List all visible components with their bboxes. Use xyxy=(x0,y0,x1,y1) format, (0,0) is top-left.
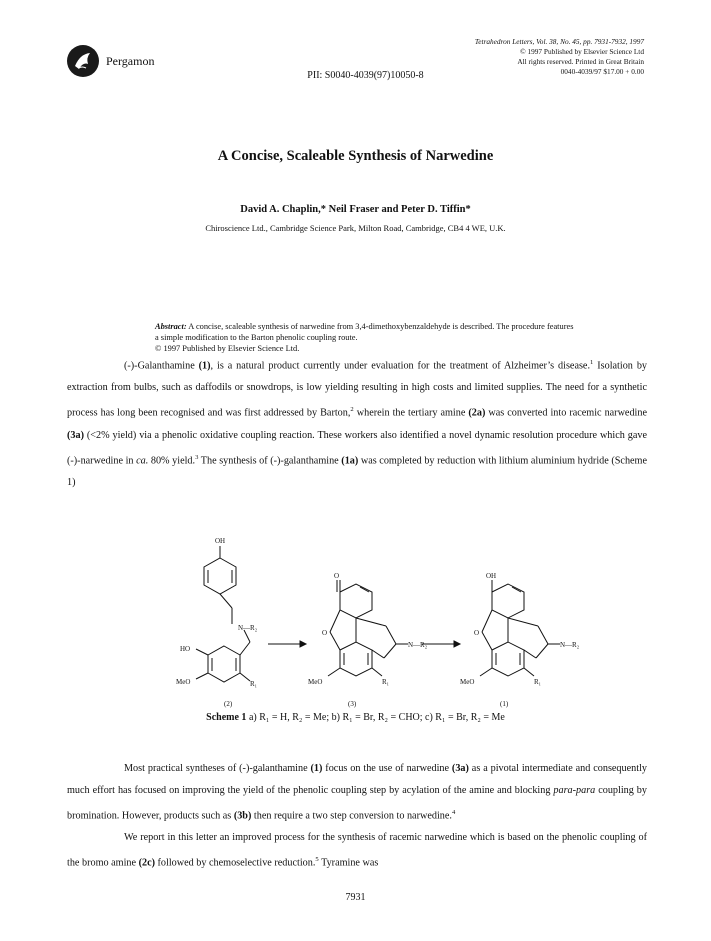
label-compound-3: (3) xyxy=(348,700,357,708)
label-o-ether-c: O xyxy=(474,629,480,637)
publisher-name: Pergamon xyxy=(106,54,155,68)
journal-copyright: © 1997 Published by Elsevier Science Ltd xyxy=(520,47,644,56)
label-r1-c: R₁ xyxy=(534,678,542,686)
journal-rights: All rights reserved. Printed in Great Britain xyxy=(517,57,644,66)
abstract-body xyxy=(155,321,575,343)
pii: PII: S0040-4039(97)10050-8 xyxy=(307,70,424,81)
label-oh: OH xyxy=(486,572,497,580)
scheme-caption-label: Scheme 1 xyxy=(206,712,247,723)
page-number: 7931 xyxy=(345,892,366,903)
abstract xyxy=(155,321,575,354)
body-paragraph-3: We report in this letter an improved process for the synthesis of racemic narwedine which is based on the phenolic coupling of the bromo amine (2c) followed by chemoselective reduction.$^5$ Tyramine was xyxy=(67,832,647,869)
body-paragraphs-2-3 xyxy=(67,758,647,875)
journal-issn: 0040-4039/97 $17.00 + 0.00 xyxy=(560,67,644,76)
label-o-ether-b: O xyxy=(322,629,328,637)
body-paragraph-1: (-)-Galanthamine (1), is a natural product currently under evaluation for the treatment of Alzheimer’s disease.$^1$ Isolation by extraction from bulbs, such as daffodils or snowdrops, is low yielding resulting in high costs and limited supplies. The need for a synthetic process has long been recognised and was first addressed by Barton,$^2$ wherein the tertiary amine (2a) was converted into racemic narwedine (3a) (<2% yield) via a phenolic oxidative coupling reaction. These workers also identified a novel dynamic resolution procedure which gave (-)-narwedine in ca. 80% yield.$^3$ The synthesis of (-)-galanthamine (1a) was completed by reduction with lithium aluminium hydride (Scheme 1) xyxy=(67,359,648,489)
label-n-r2-a: N—R₂ xyxy=(238,624,258,632)
label-r1-b: R₁ xyxy=(382,678,390,686)
abstract-copyright: © 1997 Published by Elsevier Science Ltd. xyxy=(155,344,300,353)
body-paragraph-2: Most practical syntheses of (-)-galanthamine (1) focus on the use of narwedine (3a) as a pivotal intermediate and consequently much effort has focused on improving the yield of the phenolic coupling step by acylation of the amine and blocking para-para coupling by bromination. However, products such as (3b) then require a two step conversion to narwedine.$^4$ xyxy=(67,763,647,822)
scheme-1-diagram xyxy=(140,532,590,712)
label-n-r2-c: N—R₂ xyxy=(560,641,580,649)
label-o-ketone: O xyxy=(334,572,340,580)
label-meo-b: MeO xyxy=(308,678,323,686)
label-oh-top: OH xyxy=(215,537,226,545)
scheme-caption-text: a) R₁ = H, R₂ = Me; b) R₁ = Br, R₂ = CHO; c) R₁ = Br, R₂ = Me xyxy=(246,712,505,723)
article-title: A Concise, Scaleable Synthesis of Narwedine xyxy=(217,148,494,164)
label-n-r2-b: N—R₂ xyxy=(408,641,428,649)
label-ho: HO xyxy=(180,645,191,653)
article-authors: David A. Chaplin,* Neil Fraser and Peter D. Tiffin* xyxy=(240,204,471,215)
label-meo-a: MeO xyxy=(176,678,191,686)
journal-citation: Tetrahedron Letters, Vol. 38, No. 45, pp. 7931-7932, 1997 xyxy=(474,37,644,46)
abstract-text: A concise, scaleable synthesis of narwedine from 3,4-dimethoxybenzaldehyde is described. The procedure features a simple modification to the Barton phenolic coupling route. xyxy=(155,322,574,342)
label-meo-c: MeO xyxy=(460,678,475,686)
article-affiliation: Chiroscience Ltd., Cambridge Science Park, Milton Road, Cambridge, CB4 4 WE, U.K. xyxy=(205,223,506,233)
scheme-caption xyxy=(0,712,711,723)
label-r1-a: R₁ xyxy=(250,680,258,688)
label-compound-1: (1) xyxy=(500,700,509,708)
abstract-label: Abstract: xyxy=(155,322,187,331)
label-compound-2: (2) xyxy=(224,700,233,708)
